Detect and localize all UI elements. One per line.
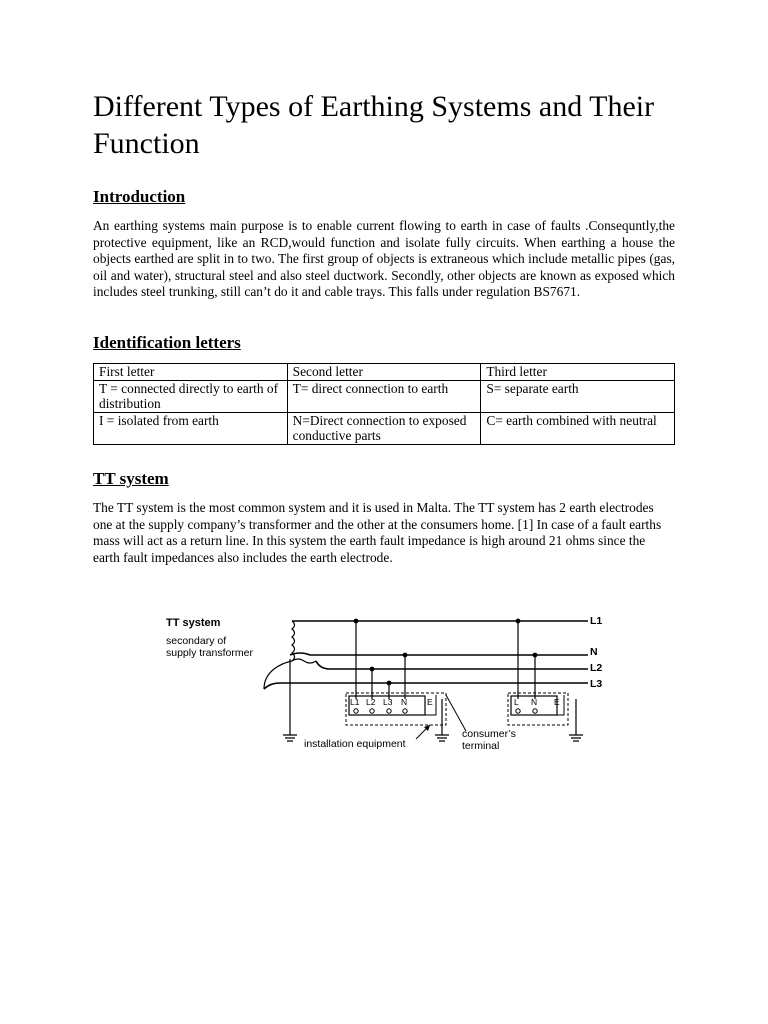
line-label-l2: L2 <box>590 662 603 674</box>
consumer-terminal-pointer <box>446 695 466 731</box>
table-cell: N=Direct connection to exposed conductive parts <box>287 412 481 444</box>
table-cell: C= earth combined with neutral <box>481 412 675 444</box>
terminal-l3: L3 <box>383 697 393 707</box>
consumer-terminal-box <box>508 693 568 725</box>
introduction-heading: Introduction <box>93 187 186 206</box>
consumer-earth-icon <box>569 699 583 741</box>
consumer-label-line2: terminal <box>462 740 500 752</box>
terminal-l2: L2 <box>366 697 376 707</box>
consumer-terminal-n: N <box>531 697 538 707</box>
table-row <box>94 412 675 444</box>
installation-drops <box>354 619 407 699</box>
transformer-label-line2: supply transformer <box>166 647 253 659</box>
table-cell: T = connected directly to earth of distribution <box>94 380 288 412</box>
table-header-cell: Second letter <box>287 364 481 381</box>
transformer-label-line1: secondary of <box>166 635 227 647</box>
line-label-l3: L3 <box>590 678 603 690</box>
tt-system-diagram <box>160 603 612 755</box>
introduction-paragraph: An earthing systems main purpose is to enable current flowing to earth in case of faults .Consequntly,the protective equipment, like an RCD,would function and isolate fully circuits. When earthing a house the objects earthed are split in to two. The first group of objects is extraneous which include metallic pipes (gas, oil and water), structural steel and also steel ductwork. Secondly, other objects are known as exposed which includes steel trunking, still can’t do it and cable trays. This falls under regulation BS7671. <box>93 218 675 300</box>
installation-equipment-box <box>346 693 446 725</box>
tt-system-paragraph: The TT system is the most common system and it is used in Malta. The TT system has 2 earth electrodes one at the supply company’s transformer and the other at the consumers home. [1] In case of a fault earths mass will act as a return line. In this system the earth fault impedance is high around 21 ohms since the earth fault impedances also includes the earth electrode. <box>93 500 662 565</box>
table-header-cell: First letter <box>94 364 288 381</box>
consumer-terminal-l: L <box>514 697 519 707</box>
tt-system-heading: TT system <box>93 469 169 488</box>
table-cell: T= direct connection to earth <box>287 380 481 412</box>
page-title: Different Types of Earthing Systems and Their Function <box>93 90 655 160</box>
bus-lines <box>264 621 588 689</box>
identification-table <box>93 363 675 445</box>
table-header-row <box>94 364 675 381</box>
diagram-title: TT system <box>166 617 221 629</box>
terminal-e: E <box>427 697 433 707</box>
installation-label: installation equipment <box>304 738 406 750</box>
consumer-drops <box>516 619 537 699</box>
line-label-l1: L1 <box>590 615 603 627</box>
table-cell: I = isolated from earth <box>94 412 288 444</box>
consumer-terminal-e: E <box>554 697 560 707</box>
installation-earth-icon <box>435 699 449 741</box>
line-label-n: N <box>590 646 598 658</box>
consumer-label-line1: consumer’s <box>462 728 516 740</box>
identification-heading: Identification letters <box>93 333 241 352</box>
table-row <box>94 380 675 412</box>
transformer-earth-icon <box>283 659 297 741</box>
terminal-n: N <box>401 697 408 707</box>
table-header-cell: Third letter <box>481 364 675 381</box>
terminal-l1: L1 <box>350 697 360 707</box>
table-cell: S= separate earth <box>481 380 675 412</box>
